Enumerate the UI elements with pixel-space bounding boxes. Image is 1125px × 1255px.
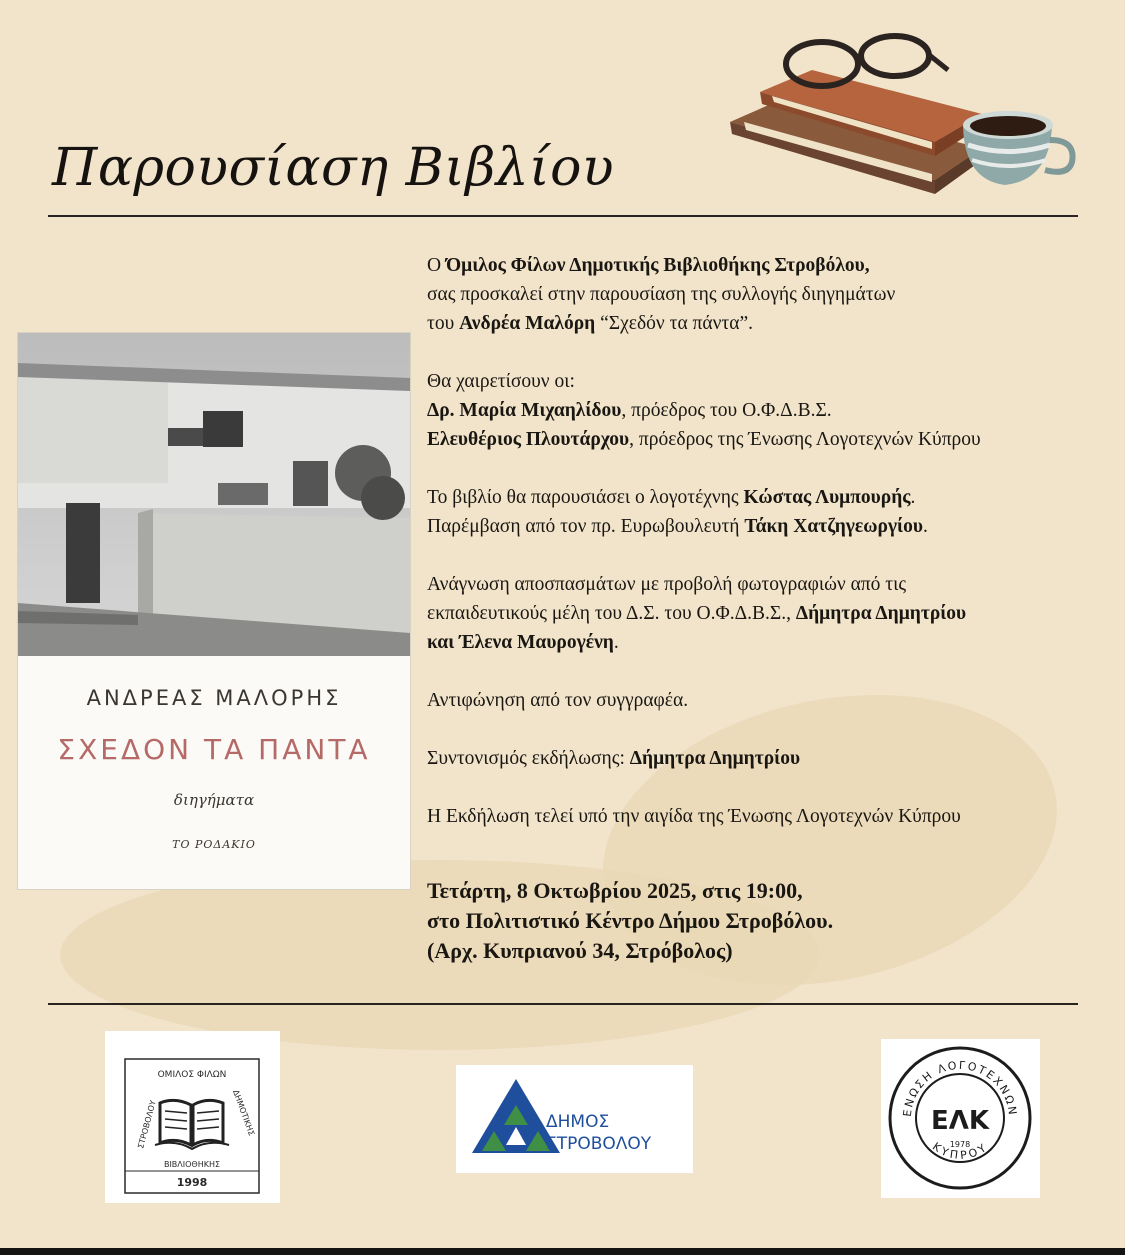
open-book-icon (155, 1100, 229, 1149)
dimos-line-1: ΔΗΜΟΣ (546, 1112, 610, 1132)
ofdbs-logo (105, 1031, 280, 1203)
intro-line-3: του Ανδρέα Μαλόρη “Σχεδόν τα πάντα”. (427, 313, 753, 334)
ofdbs-left-text: ΣΤΡΟΒΟΛΟΥ (136, 1099, 158, 1150)
cover-photo (18, 333, 410, 656)
greeting-1: Δρ. Μαρία Μιχαηλίδου, πρόεδρος του Ο.Φ.Δ.Β.Σ. (427, 400, 832, 421)
reading-line-1: Ανάγνωση αποσπασμάτων με προβολή φωτογραφιών από τις (427, 574, 907, 595)
dimos-strovolou-logo (456, 1065, 693, 1173)
ofdbs-bottom-text: ΒΙΒΛΙΟΘΗΚΗΣ (163, 1160, 221, 1169)
greeting-2: Ελευθέριος Πλουτάρχου, πρόεδρος της Ένωσης Λογοτεχνών Κύπρου (427, 429, 981, 450)
page-title: Παρουσίαση Βιβλίου (52, 138, 615, 198)
cover-author: ΑΝΔΡΕΑΣ ΜΑΛΟΡΗΣ (86, 686, 342, 710)
intervention-line: Παρέμβαση από τον πρ. Ευρωβουλευτή Τάκη Χατζηγεωργίου. (427, 516, 928, 537)
elk-mark: ΕΛΚ (930, 1106, 990, 1136)
intro-line-2: σας προσκαλεί στην παρουσίαση της συλλογής διηγημάτων (427, 284, 896, 305)
bottom-divider (48, 1003, 1078, 1005)
ofdbs-right-text: ΔΗΜΟΤΙΚΗΣ (231, 1088, 257, 1138)
event-venue: στο Πολιτιστικό Κέντρο Δήμου Στροβόλου. (427, 908, 834, 933)
event-address: (Αρχ. Κυπριανού 34, Στρόβολος) (427, 938, 733, 963)
books-coffee-illustration (720, 30, 1085, 200)
event-date: Τετάρτη, 8 Οκτωβρίου 2025, στις 19:00, (427, 878, 803, 903)
greetings-heading: Θα χαιρετίσουν οι: (427, 371, 575, 392)
reading-line-2: εκπαιδευτικούς μέλη του Δ.Σ. του Ο.Φ.Δ.Β.Σ., Δήμητρα Δημητρίου (427, 603, 967, 624)
auspices-line: Η Εκδήλωση τελεί υπό την αιγίδα της Ένωσης Λογοτεχνών Κύπρου (427, 806, 961, 827)
cover-publisher: ΤΟ ΡΟΔΑΚΙΟ (172, 838, 256, 851)
footer-bar (0, 1248, 1125, 1255)
elk-ring-bottom-text: ΚΥΠΡΟΥ (930, 1139, 991, 1163)
elk-ring-top-text: ΕΝΩΣΗ ΛΟΓΟΤΕΧΝΩΝ (900, 1058, 1020, 1118)
dimos-line-2: ΣΤΡΟΒΟΛΟΥ (546, 1134, 652, 1154)
book-cover (18, 333, 410, 889)
event-details (427, 876, 833, 966)
ofdbs-top-text: ΟΜΙΛΟΣ ΦΙΛΩΝ (157, 1070, 227, 1080)
invitation-text (427, 251, 1107, 831)
top-divider (48, 215, 1078, 217)
ofdbs-year: 1998 (176, 1176, 208, 1189)
reading-line-3: και Έλενα Μαυρογένη. (427, 632, 619, 653)
elk-year: 1978 (949, 1140, 971, 1149)
coordination-line: Συντονισμός εκδήλωσης: Δήμητρα Δημητρίου (427, 748, 801, 769)
response-line: Αντιφώνηση από τον συγγραφέα. (427, 690, 689, 711)
intro-line-1: Ο Όμιλος Φίλων Δημοτικής Βιβλιοθήκης Στροβόλου, (427, 255, 870, 276)
cover-title: ΣΧΕΔΟΝ ΤΑ ΠΑΝΤΑ (57, 733, 371, 766)
elk-logo (881, 1039, 1040, 1198)
cover-subtitle: διηγήματα (173, 791, 255, 809)
presenter-line: Το βιβλίο θα παρουσιάσει ο λογοτέχνης Κώστας Λυμπουρής. (427, 487, 916, 508)
